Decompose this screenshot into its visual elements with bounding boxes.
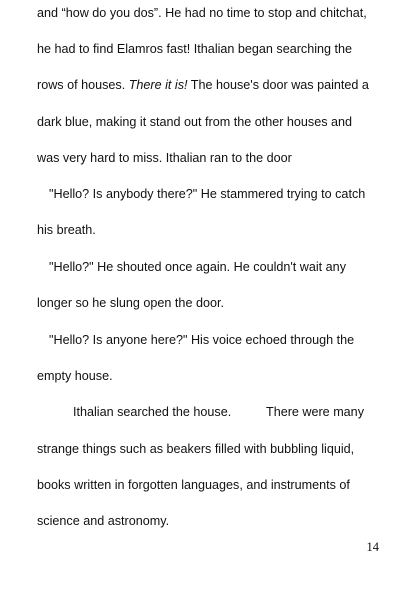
text-line-11: empty house. [37, 369, 113, 383]
text-line-4: dark blue, making it stand out from the other houses and [37, 115, 353, 129]
text-line-8: "Hello?" He shouted once again. He couldn't wait any [49, 260, 346, 274]
text-line-13: strange things such as beakers filled with bubbling liquid, [37, 442, 355, 456]
text-line-3-after: The house's door was painted a [187, 78, 369, 92]
text-line-2: he had to find Elamros fast! Ithalian began searching the [37, 42, 353, 56]
text-line-3 [37, 77, 369, 93]
text-line-10: "Hello? Is anyone here?" His voice echoed through the [49, 333, 355, 347]
text-line-14: books written in forgotten languages, and instruments of [37, 478, 350, 492]
text-line-7: his breath. [37, 223, 96, 237]
text-line-6: "Hello? Is anybody there?" He stammered trying to catch [49, 187, 366, 201]
text-line-5: was very hard to miss. Ithalian ran to the door [37, 151, 292, 165]
text-line-9: longer so he slung open the door. [37, 296, 224, 310]
page-number: 14 [366, 540, 379, 554]
text-line-3-before: rows of houses. [37, 78, 129, 92]
text-line-1: and “how do you dos”. He had no time to stop and chitchat, [37, 6, 367, 20]
text-line-3-italic: There it is! [128, 78, 188, 92]
text-line-12: Ithalian searched the house. There were many [73, 405, 364, 419]
text-line-15: science and astronomy. [37, 514, 170, 528]
